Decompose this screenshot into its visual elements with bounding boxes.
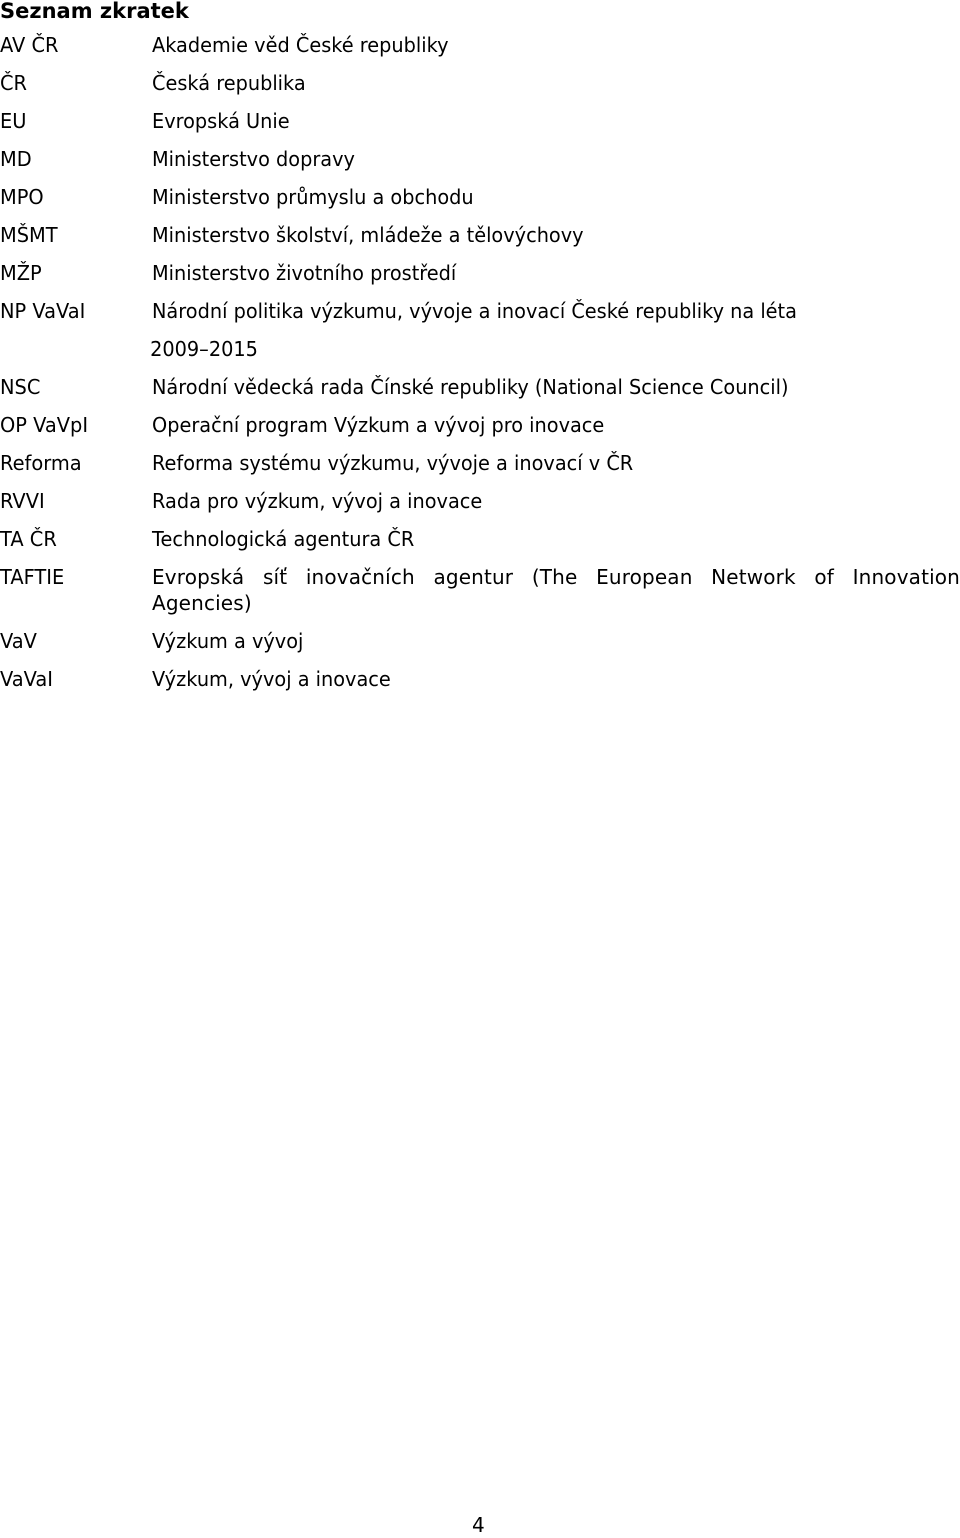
abbreviation-term: TA ČR bbox=[0, 527, 57, 551]
abbreviation-meaning: Výzkum, vývoj a inovace bbox=[152, 667, 391, 691]
abbreviation-row bbox=[0, 666, 960, 692]
abbreviation-term: MD bbox=[0, 147, 32, 171]
abbreviation-term: AV ČR bbox=[0, 33, 59, 57]
abbreviation-row bbox=[0, 628, 960, 654]
abbreviation-meaning: Národní politika výzkumu, vývoje a inovací České republiky na léta bbox=[152, 299, 797, 323]
abbreviation-meaning: Reforma systému výzkumu, vývoje a inovací v ČR bbox=[152, 451, 634, 475]
abbreviation-term: EU bbox=[0, 109, 27, 133]
abbreviation-meaning: Ministerstvo školství, mládeže a tělovýchovy bbox=[152, 223, 584, 247]
abbreviation-term: Reforma bbox=[0, 451, 82, 475]
abbreviation-meaning: Ministerstvo dopravy bbox=[152, 147, 355, 171]
abbreviation-meaning: Akademie věd České republiky bbox=[152, 33, 449, 57]
abbreviation-row bbox=[0, 564, 960, 616]
abbreviation-meaning: Ministerstvo životního prostředí bbox=[152, 261, 457, 285]
abbreviation-row bbox=[0, 374, 960, 400]
abbreviation-meaning-multiline bbox=[152, 298, 932, 362]
abbreviation-term: NP VaVaI bbox=[0, 299, 86, 323]
abbreviation-list bbox=[0, 32, 960, 704]
abbreviation-row bbox=[0, 298, 960, 362]
abbreviation-row bbox=[0, 412, 960, 438]
abbreviation-row bbox=[0, 526, 960, 552]
abbreviation-term: NSC bbox=[0, 375, 41, 399]
abbreviation-meaning: Rada pro výzkum, vývoj a inovace bbox=[152, 489, 483, 513]
abbreviation-row bbox=[0, 184, 960, 210]
abbreviation-term: MŠMT bbox=[0, 223, 58, 247]
abbreviation-row bbox=[0, 450, 960, 476]
abbreviation-meaning: Česká republika bbox=[152, 71, 306, 95]
abbreviation-row bbox=[0, 108, 960, 134]
abbreviation-row bbox=[0, 222, 960, 248]
abbreviation-meaning: Národní vědecká rada Čínské republiky (National Science Council) bbox=[152, 375, 789, 399]
abbreviation-meaning: Technologická agentura ČR bbox=[152, 527, 415, 551]
abbreviation-meaning: Výzkum a vývoj bbox=[152, 629, 304, 653]
abbreviation-meaning: Evropská Unie bbox=[152, 109, 290, 133]
abbreviation-term: MPO bbox=[0, 185, 44, 209]
page-number: 4 bbox=[472, 1513, 485, 1537]
abbreviation-term: MŽP bbox=[0, 261, 42, 285]
abbreviation-term: TAFTIE bbox=[0, 565, 65, 589]
abbreviation-row bbox=[0, 146, 960, 172]
abbreviation-meaning-continuation: 2009–2015 bbox=[150, 337, 258, 361]
abbreviation-term: VaVaI bbox=[0, 667, 54, 691]
abbreviation-term: RVVI bbox=[0, 489, 45, 513]
abbreviation-term: ČR bbox=[0, 71, 28, 95]
abbreviation-row bbox=[0, 70, 960, 96]
abbreviation-term: VaV bbox=[0, 629, 37, 653]
abbreviation-row bbox=[0, 260, 960, 286]
abbreviation-meaning: Evropská síť inovačních agentur (The European Network of Innovation Agencies) bbox=[152, 565, 960, 615]
abbreviation-meaning: Operační program Výzkum a vývoj pro inovace bbox=[152, 413, 605, 437]
abbreviation-term: OP VaVpI bbox=[0, 413, 89, 437]
page-title: Seznam zkratek bbox=[0, 0, 189, 23]
abbreviation-row bbox=[0, 488, 960, 514]
abbreviation-row bbox=[0, 32, 960, 58]
abbreviation-meaning: Ministerstvo průmyslu a obchodu bbox=[152, 185, 474, 209]
